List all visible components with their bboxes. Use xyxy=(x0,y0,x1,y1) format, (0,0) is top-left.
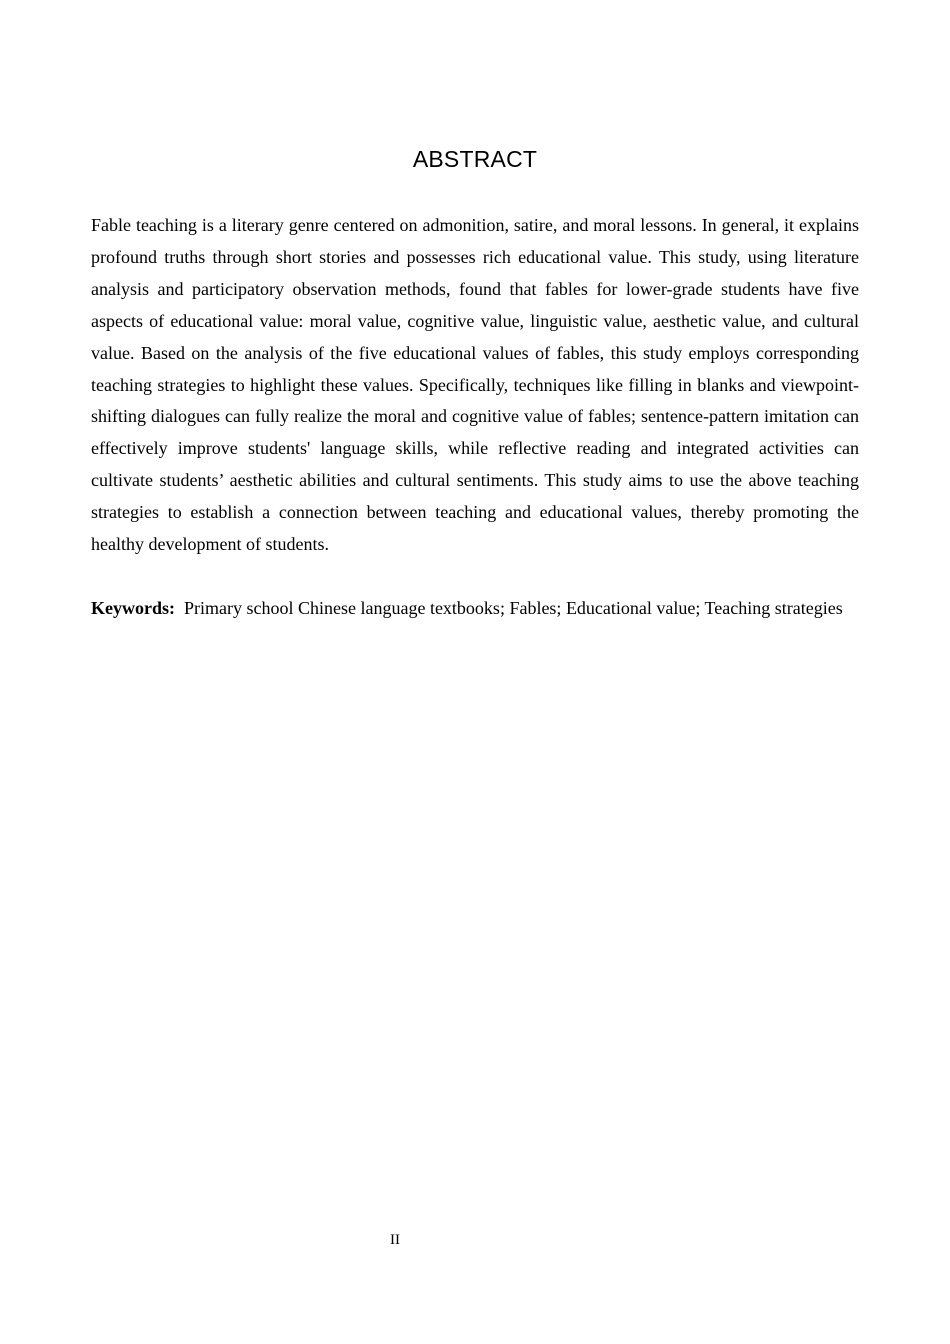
abstract-paragraph: Fable teaching is a literary genre centered on admonition, satire, and moral lessons. In general, it explains profound truths through short stories and possesses rich educational value. This study, using literature analysis and participatory observation methods, found that fables for lower-grade students have five aspects of educational value: moral value, cognitive value, linguistic value, aesthetic value, and cultural value. Based on the analysis of the five educational values of fables, this study employs corresponding teaching strategies to highlight these values. Specifically, techniques like filling in blanks and viewpoint-shifting dialogues can fully realize the moral and cognitive value of fables; sentence-pattern imitation can effectively improve students' language skills, while reflective reading and integrated activities can cultivate students’ aesthetic abilities and cultural sentiments. This study aims to use the above teaching strategies to establish a connection between teaching and educational values, thereby promoting the healthy development of students. xyxy=(91,215,859,555)
keywords-text: Primary school Chinese language textbooks; Fables; Educational value; Teaching strategies xyxy=(184,598,843,618)
page-title: ABSTRACT xyxy=(412,146,538,172)
page-number: II xyxy=(390,1232,400,1248)
keywords-paragraph xyxy=(91,593,859,625)
keywords-label: Keywords: xyxy=(91,598,175,618)
